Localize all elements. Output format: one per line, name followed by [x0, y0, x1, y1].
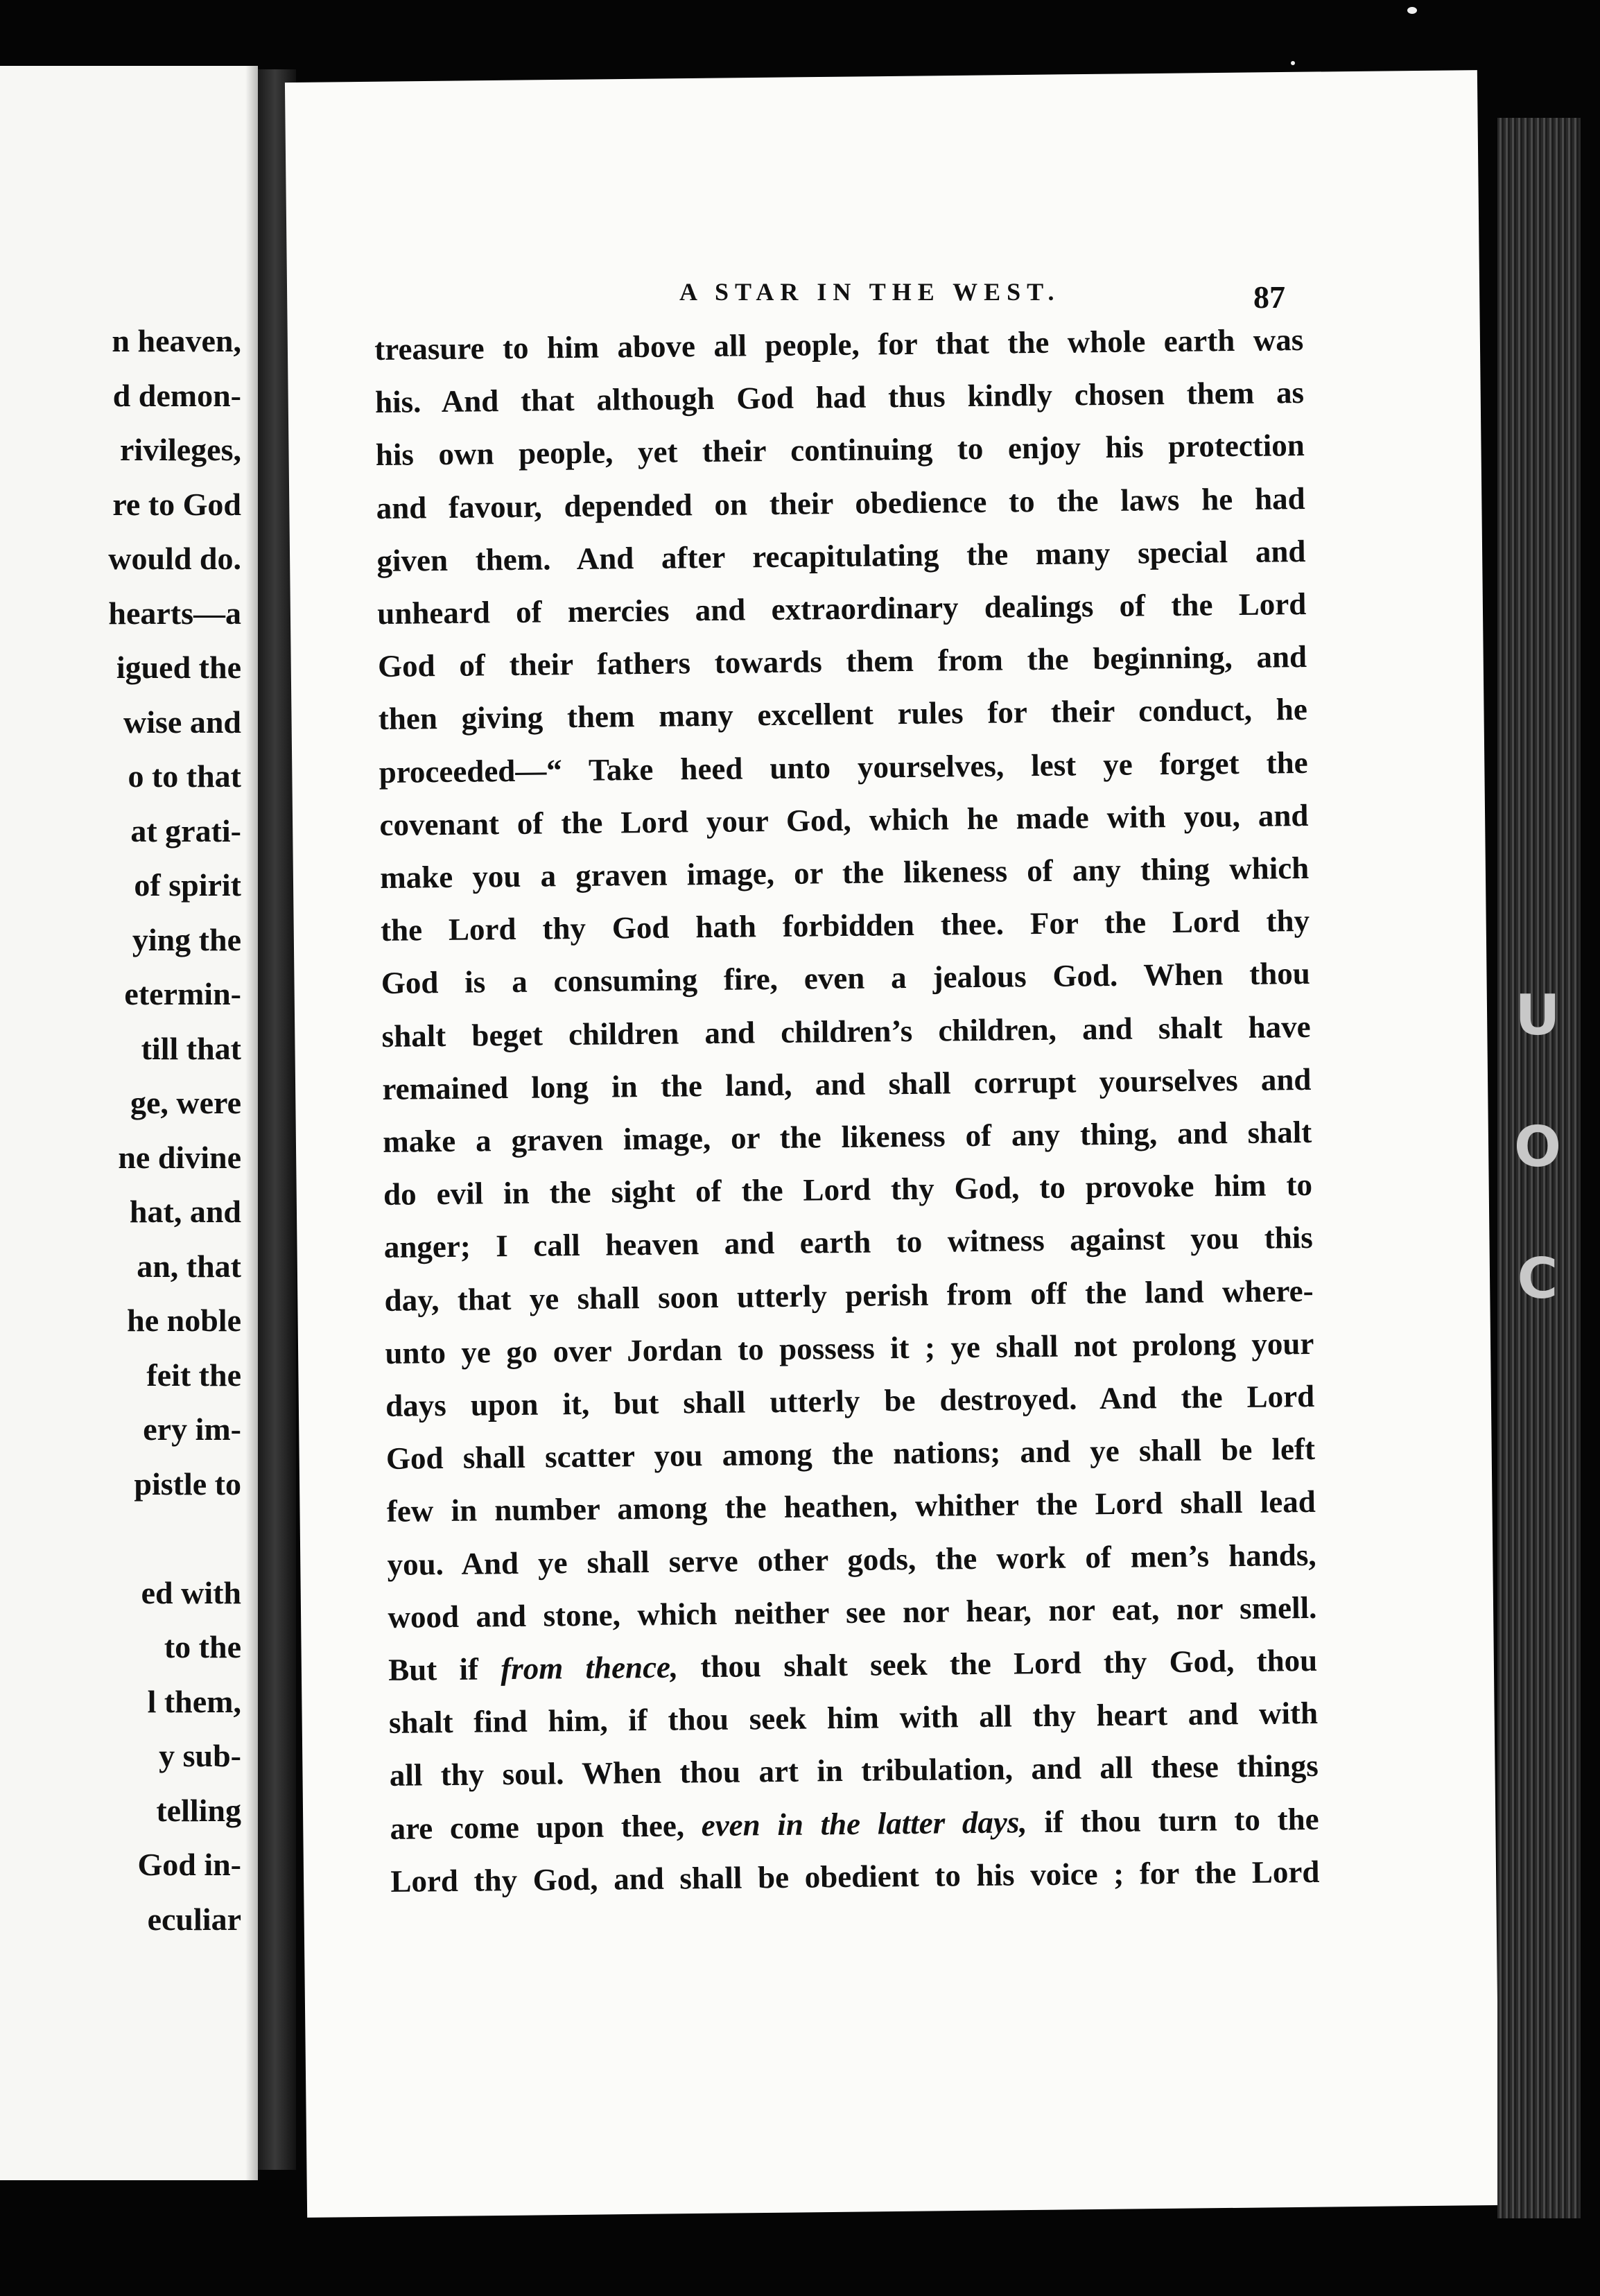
text-segment: are come upon thee, — [390, 1807, 702, 1846]
text-segment: God shall scatter you among the nations; and ye shall be left — [385, 1432, 1316, 1477]
left-page-line: would do. — [108, 541, 241, 576]
text-segment: given them. And after recapitulating the many special and — [376, 533, 1306, 578]
text-line — [382, 1061, 1312, 1120]
left-page-line: ery im- — [143, 1411, 241, 1447]
left-page-line: feit the — [146, 1357, 241, 1393]
text-line — [384, 1219, 1314, 1278]
text-segment: proceeded—“ Take heed unto yourselves, lest ye forget the — [379, 745, 1308, 790]
left-page-line: rivileges, — [120, 432, 241, 467]
left-page — [0, 66, 258, 2180]
text-line — [381, 903, 1310, 961]
text-line — [388, 1590, 1317, 1648]
text-line — [387, 1484, 1316, 1542]
text-line — [389, 1695, 1319, 1753]
text-segment: his own people, yet their continuing to enjoy his protection — [375, 428, 1305, 473]
left-page-line: God in- — [137, 1847, 241, 1882]
text-segment: shalt beget children and children’s children, and shalt have — [381, 1009, 1311, 1054]
left-page-line: etermin- — [124, 976, 241, 1011]
text-segment: treasure to him above all people, for that the whole earth was — [374, 322, 1304, 367]
text-line — [384, 1272, 1314, 1330]
text-segment: wood and stone, which neither see nor hear, nor eat, nor smell. — [388, 1590, 1317, 1635]
edge-mark-letter: C — [1517, 1246, 1558, 1311]
left-page-line: pistle to — [134, 1466, 241, 1502]
left-page-line: n heaven, — [112, 323, 241, 358]
left-page-line: igued the — [116, 650, 241, 685]
text-segment: you. And ye shall serve other gods, the work of men’s hands, — [387, 1537, 1316, 1582]
italic-text: from thence, — [500, 1649, 679, 1687]
text-line — [375, 374, 1305, 433]
text-line — [383, 1167, 1313, 1225]
text-segment: Lord thy God, and shall be obedient to his voice ; for the Lord — [390, 1854, 1320, 1899]
text-segment: day, that ye shall soon utterly perish from off the land where- — [384, 1273, 1314, 1318]
text-line — [385, 1378, 1315, 1436]
page-number: 87 — [1253, 279, 1285, 315]
left-page-line: ed with — [141, 1574, 241, 1610]
text-line — [374, 322, 1304, 380]
text-segment: covenant of the Lord your God, which he made with you, and — [379, 797, 1309, 842]
left-page-line: d demon- — [112, 377, 241, 413]
text-line — [390, 1748, 1319, 1806]
speck — [1407, 7, 1417, 14]
text-segment: if thou turn to the — [1027, 1801, 1319, 1839]
speck — [1291, 61, 1295, 65]
text-segment: God is a consuming fire, even a jealous God. When thou — [381, 956, 1311, 1001]
text-segment: thou shalt seek the Lord thy God, thou — [677, 1642, 1318, 1685]
text-line — [390, 1854, 1320, 1912]
text-segment: unto ye go over Jordan to possess it ; ye shall not prolong your — [385, 1325, 1314, 1371]
left-page-line: y sub- — [159, 1738, 241, 1773]
text-line — [379, 691, 1308, 749]
left-page-line: wise and — [123, 704, 241, 740]
text-segment: days upon it, but shall utterly be destroyed. And the Lord — [385, 1378, 1315, 1423]
gutter-shadow — [245, 66, 258, 2180]
left-page-line: he noble — [127, 1303, 241, 1338]
left-page-line: at grati- — [130, 812, 241, 849]
text-segment: But if — [388, 1651, 501, 1687]
left-page-line: hat, and — [129, 1194, 241, 1229]
text-segment: the Lord thy God hath forbidden thee. For the Lord thy — [380, 903, 1310, 948]
edge-mark-letter: O — [1513, 1115, 1561, 1179]
text-segment: make you a graven image, or the likeness of any thing which — [379, 850, 1310, 895]
text-segment: few in number among the heathen, whither the Lord shall lead — [386, 1484, 1316, 1529]
text-segment: then giving them many excellent rules for their conduct, he — [378, 692, 1308, 737]
left-page-line: ne divine — [118, 1139, 241, 1175]
text-line — [379, 797, 1309, 855]
left-page-line: re to God — [112, 486, 241, 522]
text-line — [377, 586, 1307, 644]
edge-mark-letter: U — [1515, 983, 1560, 1047]
text-line — [383, 1114, 1312, 1172]
left-page-line: telling — [156, 1792, 241, 1828]
text-segment: and favour, depended on their obedience to the laws he had — [376, 480, 1305, 525]
italic-text: even in the latter days, — [701, 1804, 1027, 1843]
left-page-line: an, that — [137, 1248, 241, 1284]
left-page-line: l them, — [147, 1683, 241, 1719]
text-segment: his. And that although God had thus kindly chosen them as — [374, 375, 1305, 420]
left-page-line: to the — [164, 1629, 241, 1664]
text-line — [388, 1642, 1318, 1701]
text-line — [376, 427, 1305, 485]
text-line — [385, 1325, 1314, 1384]
running-head: A STAR IN THE WEST. — [679, 278, 1061, 306]
text-segment: God of their fathers towards them from the beginning, and — [377, 639, 1307, 684]
left-page-line: till that — [141, 1030, 241, 1066]
page-edge-mark — [1513, 950, 1562, 1352]
text-segment: do evil in the sight of the Lord thy God, to provoke him to — [383, 1167, 1313, 1212]
text-line — [378, 638, 1307, 697]
text-line — [387, 1536, 1316, 1594]
text-line — [381, 955, 1311, 1014]
body-text — [374, 322, 1321, 1960]
text-line — [379, 745, 1308, 803]
left-page-line: o to that — [128, 758, 241, 794]
text-line — [380, 850, 1310, 908]
text-line — [376, 533, 1306, 591]
text-segment: remained long in the land, and shall corrupt yourselves and — [382, 1061, 1312, 1106]
left-page-line: eculiar — [147, 1901, 241, 1937]
text-line — [376, 480, 1305, 539]
left-page-line: ying the — [132, 921, 241, 957]
text-line — [390, 1800, 1319, 1859]
left-page-line: ge, were — [130, 1085, 241, 1120]
text-segment: all thy soul. When thou art in tribulation, and all these things — [389, 1748, 1319, 1793]
text-segment: unheard of mercies and extraordinary dealings of the Lord — [377, 586, 1307, 631]
text-segment: anger; I call heaven and earth to witness against you this — [383, 1220, 1314, 1265]
text-line — [386, 1431, 1316, 1489]
text-segment: shalt find him, if thou seek him with all thy heart and with — [388, 1696, 1319, 1741]
text-line — [381, 1009, 1311, 1067]
text-segment: make a graven image, or the likeness of any thing, and shalt — [382, 1114, 1312, 1159]
left-page-line: hearts—a — [108, 595, 241, 631]
left-page-line: of spirit — [134, 867, 241, 903]
